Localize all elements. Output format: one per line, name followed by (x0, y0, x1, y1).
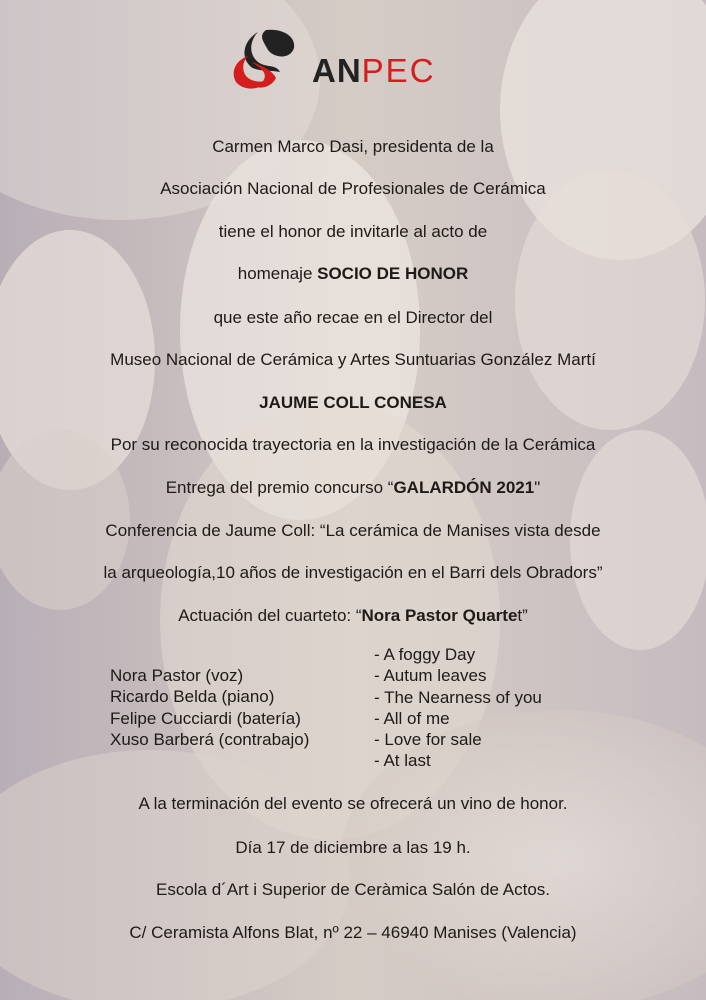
songs-list (374, 644, 542, 772)
date-line: Día 17 de diciembre a las 19 h. (235, 838, 471, 857)
brand-pec: PEC (361, 52, 436, 89)
award-name: GALARDÓN 2021 (393, 478, 535, 497)
song: - Love for sale (374, 730, 482, 750)
trajectory-line: Por su reconocida trayectoria en la investigación de la Cerámica (110, 435, 596, 454)
anpec-emblem-icon (228, 26, 300, 92)
award-pre: Entrega del premio concurso “ (165, 478, 394, 497)
musician: Ricardo Belda (piano) (110, 687, 275, 707)
conference-line-2: la arqueología,10 años de investigación en el Barri dels Obradors” (103, 563, 603, 582)
performance-pre: Actuación del cuarteto: “ (178, 606, 362, 625)
song: - Autum leaves (374, 666, 487, 686)
anpec-logo (228, 26, 492, 96)
performance-post: t” (517, 606, 528, 625)
award-line (0, 478, 706, 498)
intro-line-2: Asociación Nacional de Profesionales de Cerámica (160, 179, 546, 198)
intro-line-1: Carmen Marco Dasi, presidenta de la (212, 137, 494, 156)
song: - All of me (374, 708, 450, 728)
intro-line-4 (0, 264, 706, 284)
anpec-wordmark (312, 52, 436, 90)
performance-line (0, 606, 706, 626)
honoree-name: JAUME COLL CONESA (259, 393, 447, 412)
socio-de-honor: SOCIO DE HONOR (317, 264, 469, 283)
museum-line: Museo Nacional de Cerámica y Artes Suntuarias González Martí (110, 350, 596, 369)
musician: Nora Pastor (voz) (110, 666, 244, 685)
musicians-list (110, 665, 309, 750)
quartet-name: Nora Pastor Quarte (361, 606, 518, 625)
intro-line-5: que este año recae en el Director del (213, 308, 493, 327)
wine-line: A la terminación del evento se ofrecerá un vino de honor. (138, 794, 568, 813)
conference-line-1: Conferencia de Jaume Coll: “La cerámica de Manises vista desde (105, 521, 601, 540)
intro-line-3: tiene el honor de invitarle al acto de (218, 222, 488, 241)
brand-an: AN (312, 52, 362, 89)
musician: Felipe Cucciardi (batería) (110, 708, 301, 728)
song: - At last (374, 751, 431, 771)
address-line: C/ Ceramista Alfons Blat, nº 22 – 46940 Manises (Valencia) (129, 923, 577, 942)
song: - A foggy Day (374, 645, 476, 664)
musician: Xuso Barberá (contrabajo) (110, 729, 310, 749)
song: - The Nearness of you (374, 687, 542, 707)
award-post: " (534, 478, 541, 497)
homenaje-text: homenaje (237, 264, 318, 283)
venue-line: Escola d´Art i Superior de Ceràmica Salón de Actos. (155, 880, 551, 899)
